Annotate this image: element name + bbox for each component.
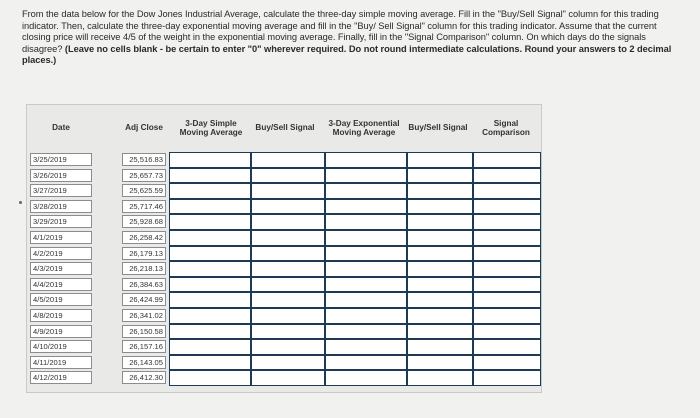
table-body — [27, 152, 541, 386]
ema-signal-input[interactable] — [407, 370, 473, 386]
comparison-input[interactable] — [473, 246, 541, 262]
sma-input[interactable] — [169, 168, 251, 184]
ema-input[interactable] — [325, 214, 407, 230]
comparison-input[interactable] — [473, 214, 541, 230]
sma-signal-input[interactable] — [251, 168, 325, 184]
date-cell: 3/27/2019 — [30, 184, 92, 197]
header-ema-signal: Buy/Sell Signal — [408, 123, 468, 133]
adj-close-cell: 25,625.59 — [122, 184, 166, 197]
sma-signal-input[interactable] — [251, 324, 325, 340]
date-cell: 3/28/2019 — [30, 200, 92, 213]
ema-input[interactable] — [325, 308, 407, 324]
table-row — [27, 214, 541, 230]
comparison-input[interactable] — [473, 339, 541, 355]
sma-input[interactable] — [169, 339, 251, 355]
ema-input[interactable] — [325, 230, 407, 246]
date-cell: 3/29/2019 — [30, 215, 92, 228]
ema-input[interactable] — [325, 168, 407, 184]
adj-close-cell: 25,928.68 — [122, 215, 166, 228]
comparison-input[interactable] — [473, 308, 541, 324]
comparison-input[interactable] — [473, 292, 541, 308]
adj-close-cell: 25,657.73 — [122, 169, 166, 182]
adj-close-cell: 26,424.99 — [122, 293, 166, 306]
ema-signal-input[interactable] — [407, 339, 473, 355]
comparison-input[interactable] — [473, 168, 541, 184]
ema-input[interactable] — [325, 370, 407, 386]
question-body: From the data below for the Dow Jones Industrial Average, calculate the three-day simple moving average. Fill in the "Buy/Sell Signal" column for this trading indicator. Then, calculate the three-day exponential moving average and fill in the "Buy/ Sell Signal" column for this trading indicator. Assume that the current closing price will receive 4/5 of the weight in the exponential moving average. Finally, fill in the "Signal Comparison" column. On which days do the signals disagree? — [22, 9, 659, 54]
table-row — [27, 370, 541, 386]
table-row — [27, 355, 541, 371]
ema-signal-input[interactable] — [407, 230, 473, 246]
date-cell: 4/5/2019 — [30, 293, 92, 306]
sma-input[interactable] — [169, 199, 251, 215]
ema-signal-input[interactable] — [407, 277, 473, 293]
ema-signal-input[interactable] — [407, 168, 473, 184]
sma-signal-input[interactable] — [251, 355, 325, 371]
sma-signal-input[interactable] — [251, 246, 325, 262]
header-adj-close: Adj Close — [125, 123, 163, 133]
sma-input[interactable] — [169, 370, 251, 386]
comparison-input[interactable] — [473, 355, 541, 371]
sma-input[interactable] — [169, 152, 251, 168]
table-row — [27, 308, 541, 324]
comparison-input[interactable] — [473, 370, 541, 386]
sma-signal-input[interactable] — [251, 277, 325, 293]
header-ema: 3-Day Exponential Moving Average — [328, 118, 400, 137]
header-sma-signal: Buy/Sell Signal — [255, 123, 315, 133]
adj-close-cell: 26,179.13 — [122, 247, 166, 260]
question-text — [22, 9, 682, 67]
date-cell: 4/9/2019 — [30, 325, 92, 338]
sma-signal-input[interactable] — [251, 230, 325, 246]
adj-close-cell: 26,412.30 — [122, 371, 166, 384]
date-cell: 4/8/2019 — [30, 309, 92, 322]
date-cell: 4/12/2019 — [30, 371, 92, 384]
comparison-input[interactable] — [473, 277, 541, 293]
question-instructions: (Leave no cells blank - be certain to enter "0" wherever required. Do not round intermediate calculations. Round your answers to 2 decimal places.) — [22, 43, 672, 66]
sma-signal-input[interactable] — [251, 152, 325, 168]
sma-input[interactable] — [169, 261, 251, 277]
ema-signal-input[interactable] — [407, 261, 473, 277]
date-cell: 4/10/2019 — [30, 340, 92, 353]
table-row — [27, 230, 541, 246]
ema-signal-input[interactable] — [407, 199, 473, 215]
date-cell: 4/3/2019 — [30, 262, 92, 275]
ema-signal-input[interactable] — [407, 214, 473, 230]
ema-input[interactable] — [325, 152, 407, 168]
sma-input[interactable] — [169, 292, 251, 308]
date-cell: 4/2/2019 — [30, 247, 92, 260]
comparison-input[interactable] — [473, 324, 541, 340]
sma-input[interactable] — [169, 246, 251, 262]
sma-signal-input[interactable] — [251, 292, 325, 308]
date-cell: 4/1/2019 — [30, 231, 92, 244]
date-cell: 3/25/2019 — [30, 153, 92, 166]
table-row — [27, 261, 541, 277]
ema-input[interactable] — [325, 246, 407, 262]
table-row — [27, 324, 541, 340]
date-cell: 3/26/2019 — [30, 169, 92, 182]
sma-signal-input[interactable] — [251, 370, 325, 386]
table-row — [27, 183, 541, 199]
adj-close-cell: 26,150.58 — [122, 325, 166, 338]
table-row — [27, 168, 541, 184]
ema-input[interactable] — [325, 199, 407, 215]
row-marker — [19, 201, 22, 204]
header-comparison: Signal Comparison — [482, 118, 530, 137]
table-row — [27, 246, 541, 262]
adj-close-cell: 25,717.46 — [122, 200, 166, 213]
ema-input[interactable] — [325, 339, 407, 355]
ema-input[interactable] — [325, 261, 407, 277]
sma-input[interactable] — [169, 355, 251, 371]
header-date: Date — [52, 123, 70, 133]
sma-input[interactable] — [169, 324, 251, 340]
comparison-input[interactable] — [473, 183, 541, 199]
ema-signal-input[interactable] — [407, 292, 473, 308]
adj-close-cell: 26,143.05 — [122, 356, 166, 369]
sma-signal-input[interactable] — [251, 308, 325, 324]
comparison-input[interactable] — [473, 199, 541, 215]
ema-signal-input[interactable] — [407, 183, 473, 199]
ema-signal-input[interactable] — [407, 152, 473, 168]
sma-signal-input[interactable] — [251, 261, 325, 277]
adj-close-cell: 26,157.16 — [122, 340, 166, 353]
table-row — [27, 152, 541, 168]
adj-close-cell: 26,218.13 — [122, 262, 166, 275]
ema-input[interactable] — [325, 355, 407, 371]
sma-input[interactable] — [169, 183, 251, 199]
ema-input[interactable] — [325, 292, 407, 308]
ema-signal-input[interactable] — [407, 355, 473, 371]
table-row — [27, 339, 541, 355]
adj-close-cell: 25,516.83 — [122, 153, 166, 166]
comparison-input[interactable] — [473, 230, 541, 246]
sma-input[interactable] — [169, 308, 251, 324]
ema-signal-input[interactable] — [407, 324, 473, 340]
adj-close-cell: 26,384.63 — [122, 278, 166, 291]
ema-signal-input[interactable] — [407, 246, 473, 262]
sma-signal-input[interactable] — [251, 339, 325, 355]
table-row — [27, 277, 541, 293]
sma-input[interactable] — [169, 230, 251, 246]
adj-close-cell: 26,258.42 — [122, 231, 166, 244]
table-row — [27, 199, 541, 215]
comparison-input[interactable] — [473, 261, 541, 277]
ema-input[interactable] — [325, 324, 407, 340]
adj-close-cell: 26,341.02 — [122, 309, 166, 322]
header-sma: 3-Day Simple Moving Average — [179, 118, 243, 137]
ema-input[interactable] — [325, 183, 407, 199]
sma-input[interactable] — [169, 214, 251, 230]
sma-signal-input[interactable] — [251, 214, 325, 230]
ema-input[interactable] — [325, 277, 407, 293]
comparison-input[interactable] — [473, 152, 541, 168]
sma-input[interactable] — [169, 277, 251, 293]
moving-average-table — [26, 104, 542, 393]
date-cell: 4/4/2019 — [30, 278, 92, 291]
sma-signal-input[interactable] — [251, 199, 325, 215]
sma-signal-input[interactable] — [251, 183, 325, 199]
table-row — [27, 292, 541, 308]
ema-signal-input[interactable] — [407, 308, 473, 324]
date-cell: 4/11/2019 — [30, 356, 92, 369]
